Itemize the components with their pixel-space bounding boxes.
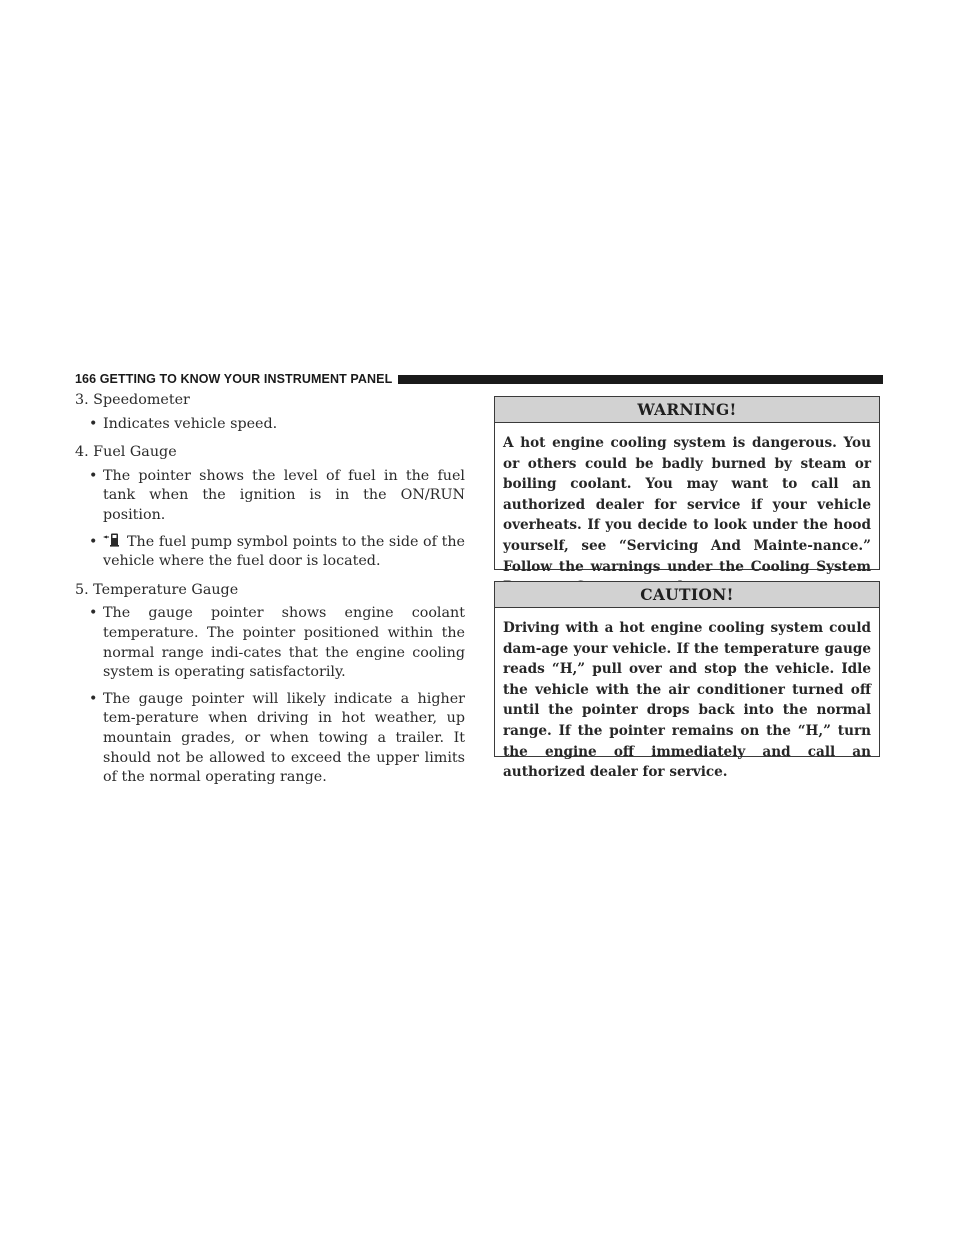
- caution-body: Driving with a hot engine cooling system could dam-age your vehicle. If the temperature gauge reads “H,” pull over and stop the vehicle. Idle the vehicle with the air conditioner turned off until the pointer drops back into the normal range. If the pointer remains on the “H,” turn the engine off immediately and call an authorized dealer for service.: [503, 620, 871, 781]
- section-heading: 3. Speedometer: [75, 392, 190, 408]
- header-rule: [398, 375, 883, 384]
- list-item: [75, 604, 465, 682]
- bullet-dot: •: [89, 415, 98, 432]
- section-speedometer: [75, 391, 465, 434]
- page-number: 166: [75, 372, 97, 386]
- section-heading: 5. Temperature Gauge: [75, 581, 239, 598]
- bullet-text: The gauge pointer shows engine coolant temperature. The pointer positioned within the normal range indi-cates that the engine cooling system is operating satisfactorily.: [103, 605, 465, 681]
- bullet-text: The fuel pump symbol points to the side of the vehicle where the fuel door is located.: [103, 533, 465, 570]
- section-heading: 4. Fuel Gauge: [75, 444, 177, 461]
- left-column: [75, 391, 465, 797]
- list-item: [75, 415, 465, 435]
- caution-title: CAUTION!: [495, 582, 879, 608]
- bullet-dot: •: [89, 467, 98, 484]
- list-item: [75, 467, 465, 526]
- warning-title: WARNING!: [495, 397, 879, 423]
- section-temperature-gauge: [75, 581, 465, 788]
- bullet-dot: •: [89, 533, 98, 550]
- section-fuel-gauge: [75, 443, 465, 572]
- bullet-dot: •: [89, 690, 98, 707]
- bullet-dot: •: [89, 605, 98, 622]
- bullet-text: Indicates vehicle speed.: [103, 415, 278, 432]
- warning-body: A hot engine cooling system is dangerous. You or others could be badly burned by steam or boiling coolant. You may want to call an authorized dealer for service if your vehicle overheats. If you decide to look under the hood yourself, see “Servicing And Mainte-nance.” Follow the warnings under the Cooling System: [503, 435, 871, 575]
- page-header-text: [75, 372, 392, 386]
- bullet-text: The gauge pointer will likely indicate a higher tem-perature when driving in hot weather, up mountain grades, or when towing a trailer. It should not be allowed to exceed the upper limits of the normal operating range.: [103, 690, 465, 786]
- fuel-pump-icon: [103, 533, 121, 547]
- warning-box: [494, 396, 880, 575]
- list-item: [75, 690, 465, 788]
- chapter-title: GETTING TO KNOW YOUR INSTRUMENT PANEL: [99, 372, 393, 386]
- page-header: [75, 369, 883, 389]
- bullet-text: The pointer shows the level of fuel in the fuel tank when the ignition is in the ON/RUN position.: [103, 467, 465, 523]
- caution-box: [494, 581, 880, 781]
- list-item: [75, 533, 465, 572]
